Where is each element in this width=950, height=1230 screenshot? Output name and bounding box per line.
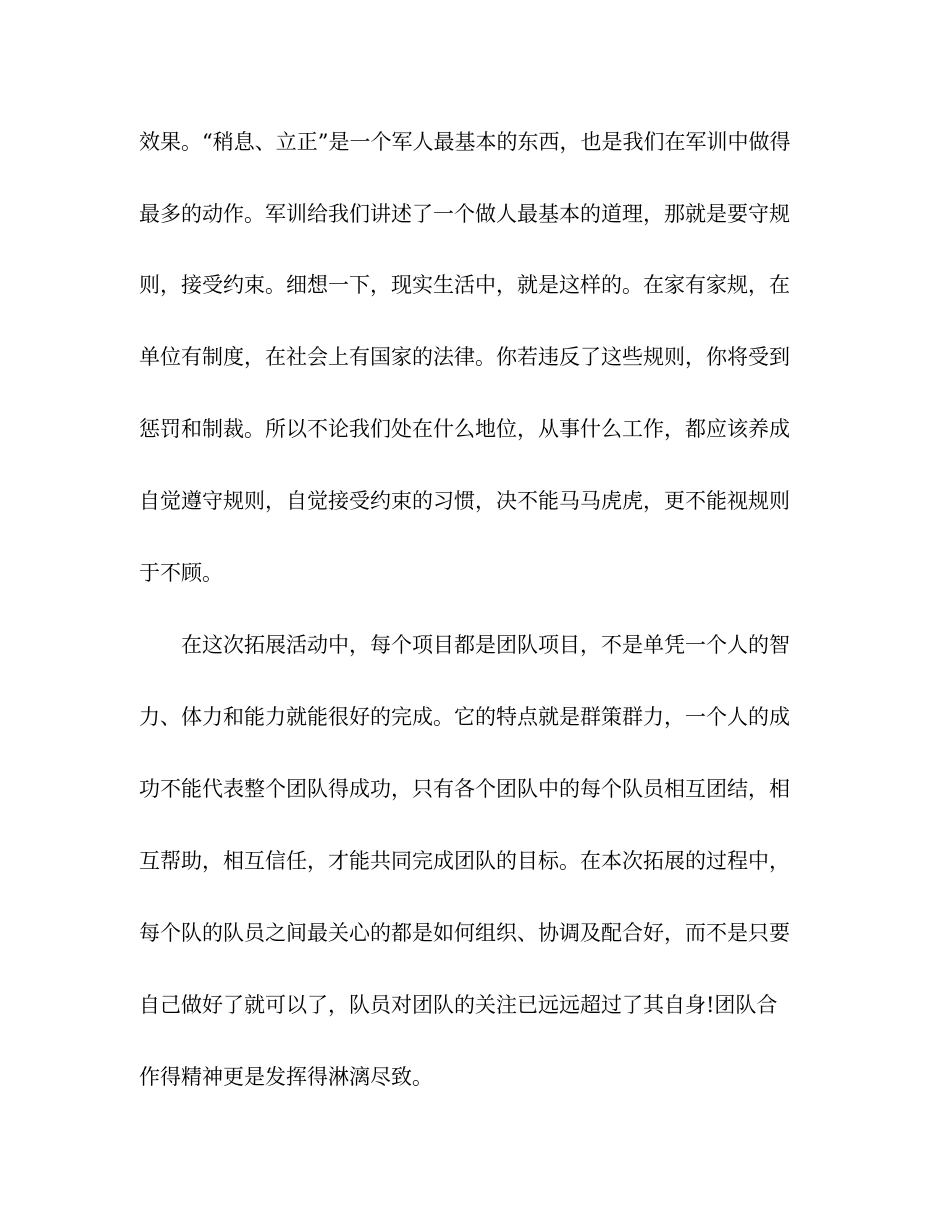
paragraph-2-line-7: 作得精神更是发挥得淋漓尽致。: [139, 1065, 433, 1089]
paragraph-2-line-1: 在这次拓展活动中，每个项目都是团队项目，不是单凭一个人的智: [181, 633, 790, 657]
paragraph-1-line-2: 最多的动作。军训给我们讲述了一个做人最基本的道理，那就是要守规: [139, 202, 790, 226]
paragraph-2-line-6: 自己做好了就可以了，队员对团队的关注已远远超过了其自身!团队合: [139, 993, 778, 1017]
paragraph-1-line-4: 单位有制度，在社会上有国家的法律。你若违反了这些规则，你将受到: [139, 345, 790, 369]
paragraph-1-line-5: 惩罚和制裁。所以不论我们处在什么地位，从事什么工作，都应该养成: [139, 417, 790, 441]
paragraph-2-line-5: 每个队的队员之间最关心的都是如何组织、协调及配合好，而不是只要: [139, 921, 790, 945]
paragraph-1-line-3: 则，接受约束。细想一下，现实生活中，就是这样的。在家有家规，在: [139, 273, 790, 297]
paragraph-1-line-1: 效果。“稍息、立正”是一个军人最基本的东西，也是我们在军训中做得: [139, 130, 791, 154]
paragraph-2-line-4: 互帮助，相互信任，才能共同完成团队的目标。在本次拓展的过程中，: [139, 849, 790, 873]
paragraph-1-line-7: 于不顾。: [139, 561, 223, 585]
paragraph-2-line-2: 力、体力和能力就能很好的完成。它的特点就是群策群力，一个人的成: [139, 705, 790, 729]
paragraph-2-line-3: 功不能代表整个团队得成功，只有各个团队中的每个队员相互团结，相: [139, 777, 790, 801]
paragraph-1-line-6: 自觉遵守规则，自觉接受约束的习惯，决不能马马虎虎，更不能视规则: [139, 489, 790, 513]
